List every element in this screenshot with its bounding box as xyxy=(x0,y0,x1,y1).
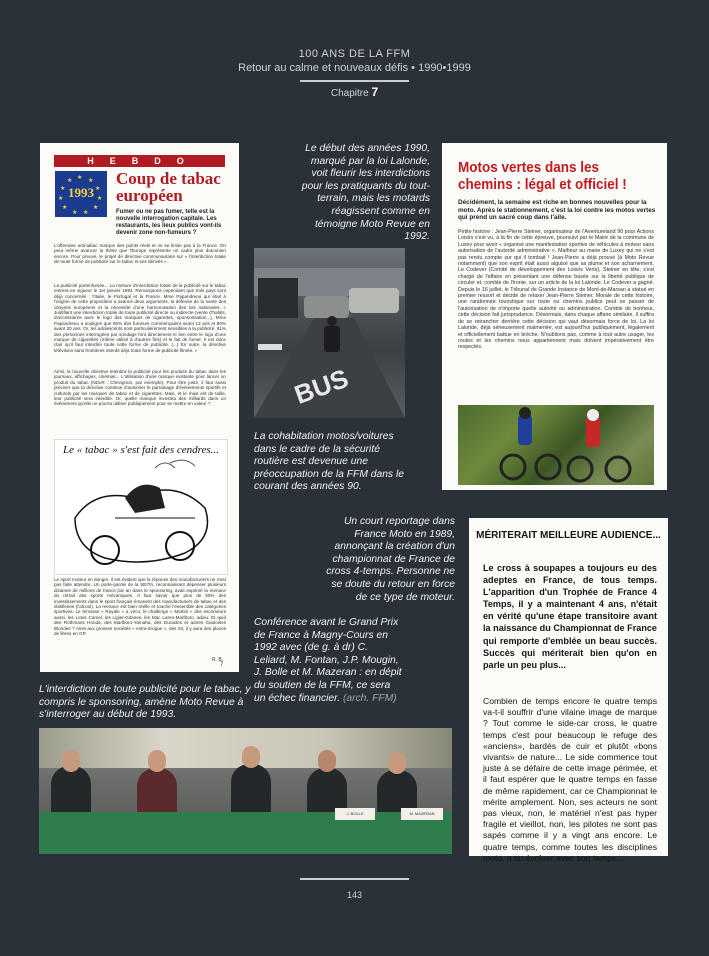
footer-divider xyxy=(300,878,409,880)
flag-year: 1993 xyxy=(68,185,94,200)
hebdo-banner: HEBDO xyxy=(54,155,225,167)
hebdo-subtitle: Fumer ou ne pas fumer, telle est la nouvelle interrogation capitale. Les restaurants, les lieux publics vont-ils devenir zone non-fumeurs ? xyxy=(116,209,222,236)
hebdo-title: Coup de tabac européen xyxy=(116,169,221,205)
cartoon-drawing xyxy=(55,458,227,574)
merite-clipping xyxy=(469,518,668,863)
caption-tabac: L'interdiction de toute publicité pour le tabac, y compris le sponsoring, amène Moto Revue à s'interroger au début de 1993. xyxy=(39,684,251,721)
chapter-number: 7 xyxy=(371,85,379,99)
page-number: 143 xyxy=(346,890,363,900)
hebdo-body-3: Le sport moteur en danger. Il est évident que la réponse des manufacturiers ne s'est pas faite attendre. Un porte-parole de la SEITA, reconnaissant dépenser plusieurs dizaines de millions de francs par an dans le sponsoring, avait exprimé la menace du retrait des sports mécaniques. Il faut savoir que plus de 50% des investissements dans le sport français émanent des manufacturiers de tabac et des distilleries (l'alcool). La menace est bien réelle et touche l'ensemble des catégories sportives. Le trimaran « Royale » a vécu, le challenge « Martini » des escrimeurs aussi, les Lotus Camel, les Ligier-Gitanes, les Mac Laren-Marlboro, adieu. Et quid des Rothmans Honda, des Marlboro-Yamaha, des Ducados et autres Gauloises Blondes ? Ainsi aux grosses sociétés « extra-drogue », des 93, il y aura des places de libres en GP. xyxy=(54,577,226,637)
namecard-mazeran: M. MAZERAN xyxy=(401,808,443,820)
hebdo-body-2: Ainsi, la nouvelle directive interdira la publicité pour les produits du tabac dans les journaux, affichages, cinémas... L'utilisation d'une marque existante pour lancer un produit du tabac (NDLR : Chevignon, par exemple). Pour être juste, il faut aussi préciser que la directive continue d'autoriser le parrainage d'événements sportifs et culturels par les marques de tabac et de cigarettes. Mais, et le mais est de taille, leur publicité sera interdite. Or, quelle manque investira des milliards dans un événement qu'elle ne pourra utiliser publiquement pour se mettre en valeur ? xyxy=(54,369,226,407)
svg-text:BUS: BUS xyxy=(290,362,353,410)
traffic-scene xyxy=(254,248,405,418)
caption-conference-text: Conférence avant le Grand Prix de France à Magny-Cours en 1992 avec (de g. à dr) C. Leliard, M. Fontan, J.P. Mougin, J. Bolle et M. Mazeran : en dépit du soutien de la FFM, ce sera un échec financier. xyxy=(254,617,402,704)
caption-conference-source: (arch. FFM) xyxy=(342,692,397,704)
hebdo-intro: L'offensive anti-tabac marque des points réels et ne se limite pas à la France. On peut même avancer la thèse que l'Europe représente un cadre plus draconien encore. Pour preuve, le projet de directive communautaire sur « l'interdiction totale de toute forme de publicité sur le tabac et ses dérivés ». xyxy=(54,243,226,265)
book-title: 100 ANS DE LA FFM xyxy=(298,48,411,60)
namecard-bolle: J. BOLLE xyxy=(335,808,375,820)
photo-conference xyxy=(39,728,452,854)
caption-loi-lalonde: Le début des années 1990, marqué par la loi Lalonde, voit fleurir les interdictions pour les pratiquants du tout-terrain, mais les motards réagissent comme en témoigne Moto Revue en 1992. xyxy=(301,143,430,243)
merite-body: Combien de temps encore le quatre temps va-t-il souffrir d'une vilaine image de marque ? Tout comme le side-car cross, le quatre temps c'est pour beaucoup le refuge des «anciens», bardés de cuir et plutôt «bons vivants» de nature... Le side commence tout juste à se défaire de cette image périmée, et il faut espérer que le quatre temps en fasse de même rapidement, car ce Championnat le mérite amplement. Non, ses acteurs ne sont pas vieux, non, le matériel n'est pas hyper fragile et vieillot, non, les pilotes ne sont pas sapés comme il y a vingt ans encore. Le quatre temps, comme toutes les disciplines moto, a su évoluer avec son temps... xyxy=(483,696,657,863)
motos-vertes-lead: Décidément, la semaine est riche en bonnes nouvelles pour la moto. Après le stationnement, c'est la loi contre les motos vertes qui prend un sacré coup dans l'aile. xyxy=(458,199,656,222)
motos-vertes-clipping xyxy=(442,143,667,490)
motos-vertes-body: Petite histoire : Jean-Pierre Steiner, organisateur de l'Aventureland 90 pour Actions Loisirs s'est vu, à la fin de cette épreuve, poursuivi par le Maire de la commune de Luxey pour avoir « organisé une manifestation sportive de véhicules à moteur sans autorisation de l'autorité administrative ». Malheur au maire de Luxey qui ne s'est pas rendu compte sur qui il tombait ! Jean-Pierre a déjà prouvé (à Moto Revue notamment) que son esprit était aussi aiguisé que sa plume et son acharnement. Le Codever (Comité de développement des Loisirs Verts), Steiner en tête, s'est chargé de l'affaire en présentant une défense basée sur la liberté publique de circuler et, comble de l'ironie, sur un article de la loi Lalonde. Le Codever a gagné. Depuis le 16 juillet, le Tribunal de Grande Instance de Mont-de-Marsan a statué en premier ressort et décidé de relaxer Jean-Pierre Steiner. Morale de cette histoire, une randonnée touristique sur route ou chemins publics peut se passer de l'autorisation de n'importe quelle autorité ou administration. Comble de bonheur, cette décision fait jurisprudence. Désormais, dans chaque affaire similaire, il suffira de se retrancher derrière cette décision qui vaut désormais force de loi. La loi Lalonde, déjà sérieusement malmenée, est aujourd'hui publiquement, légalement et officiellement battue en brèche. N'oublions pas, comme à tout autre usager, les routes et les chemins nous appartiennent mais doivent impérativement être respectés. xyxy=(458,229,654,351)
chapter-label: Chapitre xyxy=(330,88,369,99)
hebdo-body-1: La publicité partenfumée... La mesure d'interdiction totale de la publicité sur le tabac entrera en vigueur le 1er janvier 1993. Remarquons cependant que trois pays sont déjà concernés : l'Italie, le Portugal et la France. Mme Papandreou qui était à l'origine de cette proposition a avancé deux arguments, la défense de la santé des citoyens européens et la nécessité d'une harmonisation des lois nationales. « Justifiant une interdiction totale de toute publicité directe ou indirecte (vente d'habits, d'accessoires avec le logo des marques de cigarettes, sponsorisation...), Mme Papandreou a souligné que 60% des fumeurs commençaient avant 13 ans et 90% avant 20 ans. Or, les adolescents sont particulièrement sensibles à la publicité. 91% des personnes interrogées par sondage font directement le lien entre le logo d'une marque de cigarettes (même utilisé à d'autres fins) et le fait de fumer. Il est donc clair qu'il faut interdire toute cette forme de publicité. (...) En outre, la directive télévision sans frontières interdit déjà toute forme de publicité filmée. » xyxy=(54,283,226,353)
merite-lead: Le cross à soupapes a toujours eu des adeptes en France, de tous temps. L'apparition d'un Trophée de France 4 Temps, il y a maintenant 4 ans, n'était en vérité qu'une étape transitoire avant la naissance du Championnat de France qui remporte d'emblée un beau succès. Succès qui mériterait bien qu'on en parle un peu plus... xyxy=(483,563,657,670)
chapter-heading xyxy=(0,85,709,99)
photo-motos-voitures xyxy=(254,248,405,418)
hebdo-signature: R. B. xyxy=(212,657,224,663)
eu-flag-icon: ★ ★ ★ ★ ★ ★ ★ ★ ★ ★ ★ 1993 xyxy=(55,171,107,217)
motos-vertes-title: Motos vertes dans les chemins : légal et officiel ! xyxy=(458,159,627,193)
caption-cohabitation: La cohabitation motos/voitures dans le cadre de la sécurité routière est devenue une préoccupation de la FFM dans le courant des années 90. xyxy=(254,431,404,493)
period-subtitle: Retour au calme et nouveaux défis • 1990•1999 xyxy=(238,62,471,74)
header-divider xyxy=(300,80,409,82)
hebdo-page-number: 7 xyxy=(220,662,224,668)
hebdo-clipping xyxy=(40,143,239,672)
cartoon-illustration xyxy=(54,439,228,575)
conference-table xyxy=(39,812,452,854)
caption-conference xyxy=(254,617,404,705)
riders-scene xyxy=(458,405,654,485)
merite-title: MÉRITERAIT MEILLEURE AUDIENCE... xyxy=(476,530,661,541)
photo-motos-vertes xyxy=(458,405,654,485)
caption-reportage: Un court reportage dans France Moto en 1989, annonçant la création d'un championnat de France de cross 4-temps. Personne ne se doute du retour en force de ce type de moteur. xyxy=(326,516,455,603)
cartoon-title: Le « tabac » s'est fait des cendres... xyxy=(63,444,219,456)
